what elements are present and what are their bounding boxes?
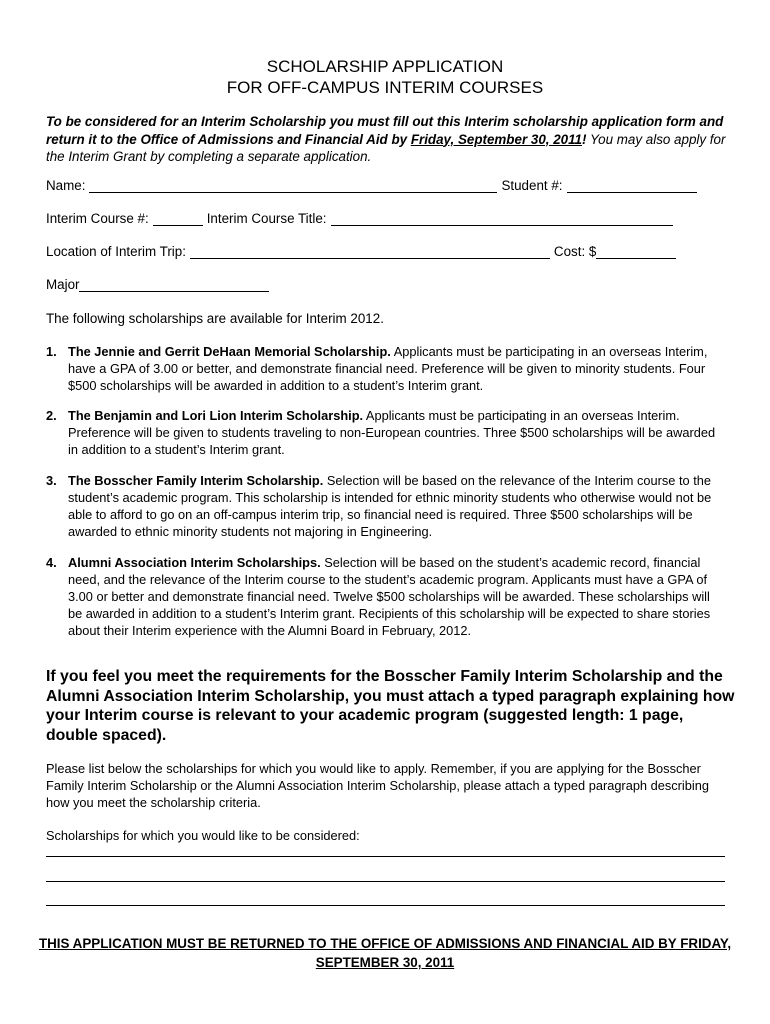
deadline-date: Friday, September 30, 2011 — [410, 131, 582, 147]
scholarship-description: Selection will be based on the relevance of the Interim course to the student’s academic program. This scholarship is intended for ethnic minority students who otherwise would not be able to afford to go on an off-campus interim trip, so financial need is required. Three $500 scholarships will be awarded to ethnic minority students not majoring in Engineering. — [68, 473, 712, 539]
course-number-field[interactable] — [153, 210, 203, 226]
scholarship-title: The Jennie and Gerrit DeHaan Memorial Scholarship. — [68, 344, 391, 359]
name-label: Name: — [46, 178, 86, 193]
title-line-2: FOR OFF-CAMPUS INTERIM COURSES — [226, 78, 544, 97]
page-title — [0, 56, 770, 98]
scholarship-description: Selection will be based on the student’s academic record, financial need, and the relevance of the Interim course to the student’s academic program. Applicants must have a GPA of 3.00 or better and demonstrate financial need. Twelve $500 scholarships will be awarded. These scholarships will be awarded in addition to a student’s Interim grant. Recipients of this scholarship will be expected to share stories about their Interim experience with the Alumni Board in February, 2012. — [68, 555, 711, 638]
attachment-requirement: If you feel you meet the requirements for the Bosscher Family Interim Scholarship and the Alumni Association Interim Scholarship, you must attach a typed paragraph explaining how your Interim course is relevant to your academic program (suggested length: 1 page, double spaced). — [46, 668, 735, 744]
student-number-label: Student #: — [501, 178, 563, 193]
scholarship-entry-line-1[interactable] — [46, 856, 725, 857]
scholarship-description: Applicants must be participating in an overseas Interim, have a GPA of 3.00 or better, and demonstrate financial need. Preference will be given to minority students. Four $500 scholarships will be awarded in addition to a student’s Interim grant. — [68, 344, 708, 393]
scholarship-item-1 — [46, 343, 726, 394]
major-row — [46, 275, 736, 295]
scholarship-entry-line-3[interactable] — [46, 905, 725, 906]
item-number: 4. — [46, 555, 57, 570]
course-title-field[interactable] — [331, 210, 673, 226]
considered-label: Scholarships for which you would like to be considered: — [46, 828, 360, 843]
location-label: Location of Interim Trip: — [46, 244, 186, 259]
title-line-1: SCHOLARSHIP APPLICATION — [266, 57, 504, 76]
major-field[interactable] — [79, 276, 269, 292]
available-scholarships-intro: The following scholarships are available for Interim 2012. — [46, 311, 384, 326]
course-number-label: Interim Course #: — [46, 211, 149, 226]
scholarship-title: Alumni Association Interim Scholarships. — [68, 555, 321, 570]
course-row — [46, 209, 736, 229]
return-notice — [0, 934, 770, 972]
student-number-field[interactable] — [567, 177, 697, 193]
name-field[interactable] — [89, 177, 497, 193]
item-number: 1. — [46, 344, 57, 359]
intro-paragraph — [46, 113, 736, 166]
return-notice-line-2: SEPTEMBER 30, 2011 — [315, 955, 455, 970]
scholarship-entry-line-2[interactable] — [46, 881, 725, 882]
intro-text-bold: To be considered for an Interim Scholarship you must fill out this Interim scholarship application form and return it to the Office of Admissions and Financial Aid by — [46, 114, 724, 147]
intro-text-grant: You may also apply for the Interim Grant by completing a separate application. — [46, 131, 726, 164]
scholarship-item-2 — [46, 407, 726, 458]
list-instructions: Please list below the scholarships for which you would like to apply. Remember, if you are applying for the Bosscher Family Interim Scholarship or the Alumni Association Interim Scholarship, please attach a typed paragraph describing how you meet the scholarship criteria. — [46, 761, 709, 810]
cost-label: Cost: $ — [553, 244, 597, 259]
scholarship-item-3 — [46, 472, 726, 540]
scholarship-description: Applicants must be participating in an overseas Interim. Preference will be given to students traveling to non-European countries. Three $500 scholarships will be awarded in addition to a student’s Interim grant. — [68, 408, 716, 457]
scholarship-title: The Benjamin and Lori Lion Interim Scholarship. — [68, 408, 364, 423]
return-notice-line-1: THIS APPLICATION MUST BE RETURNED TO THE OFFICE OF ADMISSIONS AND FINANCIAL AID BY FRIDAY, — [38, 936, 732, 951]
intro-exclamation: ! — [582, 131, 587, 147]
scholarship-title: The Bosscher Family Interim Scholarship. — [68, 473, 324, 488]
course-title-label: Interim Course Title: — [206, 211, 327, 226]
name-row — [46, 176, 736, 196]
cost-field[interactable] — [596, 243, 676, 259]
location-row — [46, 242, 736, 262]
item-number: 3. — [46, 473, 57, 488]
scholarship-item-4 — [46, 554, 726, 639]
item-number: 2. — [46, 408, 57, 423]
location-field[interactable] — [190, 243, 550, 259]
major-label: Major — [46, 277, 80, 292]
